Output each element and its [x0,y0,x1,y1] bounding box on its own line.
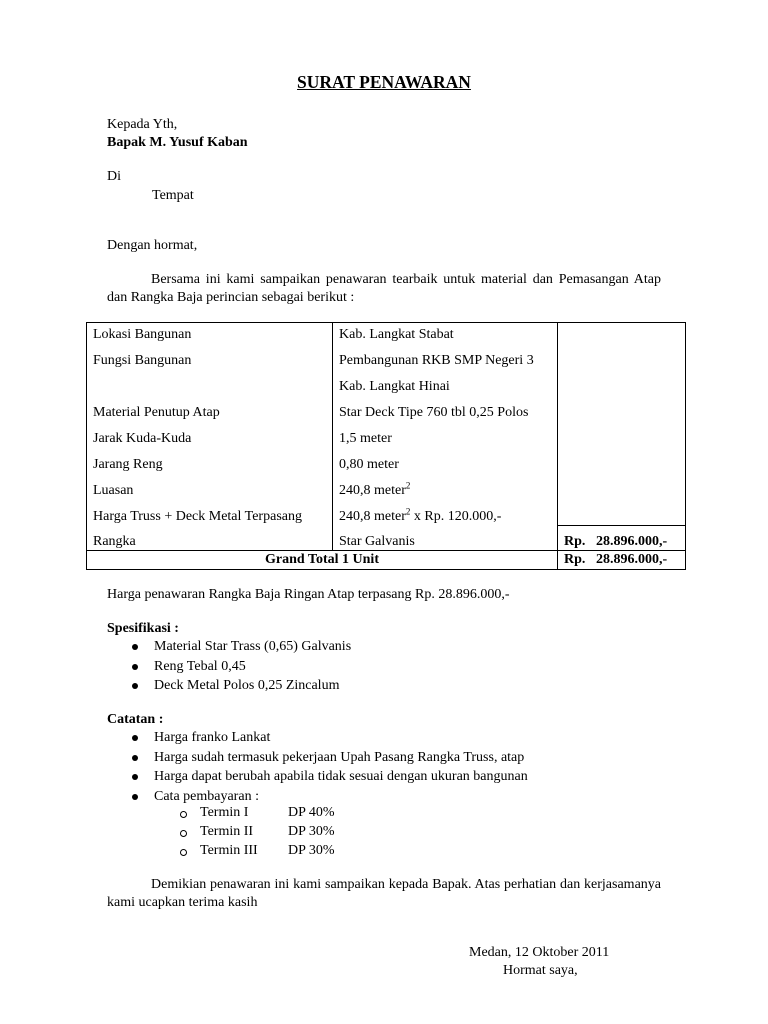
table-row-rangka [87,526,686,551]
intro-text: Bersama ini kami sampaikan penawaran tearbaik untuk material dan Pemasangan Atap dan Rangka Baja perincian sebagai berikut : [107,272,661,305]
currency-label: Rp. [564,533,586,549]
row-price [558,421,686,447]
list-item [130,729,528,749]
spesifikasi-list [130,638,351,697]
termin-item [179,823,335,842]
table-row [87,447,686,473]
area-exponent: 2 [405,479,411,490]
place-date: Medan, 12 Oktober 2011 [469,945,610,960]
di-label: Di [107,169,121,184]
intro-paragraph [107,271,661,306]
termin-name: Termin I [200,805,249,820]
amount-value: 28.896.000,- [596,552,668,567]
list-item-text: Deck Metal Polos 0,25 Zincalum [154,678,340,693]
bullet-icon [132,755,138,761]
list-item-text: Harga franko Lankat [154,730,271,745]
row-label: Fungsi Bangunan [87,343,333,369]
to-label: Kepada Yth, [107,117,178,132]
rangka-price [558,526,686,551]
row-price [558,447,686,473]
row-price [558,369,686,395]
table-row [87,343,686,369]
catatan-list [130,729,528,807]
row-label: Material Penutup Atap [87,395,333,421]
list-item-text: Harga dapat berubah apabila tidak sesuai dengan ukuran bangunan [154,769,528,784]
bullet-icon [132,644,138,650]
greeting: Dengan hormat, [107,238,198,253]
row-label: Jarang Reng [87,447,333,473]
row-label: Harga Truss + Deck Metal Terpasang [87,499,333,526]
row-price [558,343,686,369]
circle-bullet-icon [180,830,187,837]
row-value: Star Deck Tipe 760 tbl 0,25 Polos [333,395,558,421]
grand-total-price [558,551,686,570]
offer-table [86,322,686,570]
row-value [333,473,558,499]
row-label [87,369,333,395]
table-row [87,395,686,421]
row-price [558,499,686,526]
list-item-text: Harga sudah termasuk pekerjaan Upah Pasang Rangka Truss, atap [154,749,525,765]
termin-dp: DP 30% [288,824,335,839]
table-row [87,421,686,447]
list-item [130,677,351,697]
unit-price: x Rp. 120.000,- [410,509,502,524]
row-label: Luasan [87,473,333,499]
recipient-name: Bapak M. Yusuf Kaban [107,135,248,150]
bullet-icon [132,794,138,800]
termin-dp: DP 30% [288,843,335,858]
list-item [130,749,528,769]
table-row [87,499,686,526]
circle-bullet-icon [180,811,187,818]
list-item [130,638,351,658]
row-value: Pembangunan RKB SMP Negeri 3 [333,343,558,369]
bullet-icon [132,683,138,689]
tempat-label: Tempat [152,188,194,203]
list-item-text: Reng Tebal 0,45 [154,658,246,674]
termin-item [179,842,335,861]
closing-regards: Hormat saya, [503,963,578,978]
grand-total-row [87,551,686,570]
row-price [558,323,686,344]
termin-dp: DP 40% [288,805,335,820]
currency-label: Rp. [564,552,586,567]
row-value: 1,5 meter [333,421,558,447]
row-price [558,395,686,421]
row-label: Lokasi Bangunan [87,323,333,344]
bullet-icon [132,774,138,780]
row-label: Jarak Kuda-Kuda [87,421,333,447]
closing-text: Demikian penawaran ini kami sampaikan kepada Bapak. Atas perhatian dan kerjasamanya kami ucapkan terima kasih [107,877,661,910]
closing-paragraph [107,876,661,911]
bullet-icon [132,664,138,670]
table-row [87,369,686,395]
termin-name: Termin II [200,824,254,839]
bullet-icon [132,735,138,741]
row-value: 0,80 meter [333,447,558,473]
letter-title: SURAT PENAWARAN [297,72,471,92]
table-row [87,323,686,344]
list-item-text: Cata pembayaran : [154,788,259,804]
grand-total-label: Grand Total 1 Unit [87,551,558,570]
termin-item [179,804,335,823]
termin-list [179,804,335,861]
list-item [130,768,528,788]
circle-bullet-icon [180,849,187,856]
list-item-text: Material Star Trass (0,65) Galvanis [154,639,352,654]
catatan-heading: Catatan : [107,712,164,727]
area-exponent: 2 [405,506,411,517]
row-price [558,473,686,499]
area-value: 240,8 meter [339,509,406,524]
amount-value: 28.896.000,- [596,533,668,549]
termin-name: Termin III [200,843,258,858]
table-row [87,473,686,499]
row-value: Star Galvanis [333,526,558,551]
row-label: Rangka [87,526,333,551]
row-value: Kab. Langkat Stabat [333,323,558,344]
price-line: Harga penawaran Rangka Baja Ringan Atap terpasang Rp. 28.896.000,- [107,587,510,602]
row-value: Kab. Langkat Hinai [333,369,558,395]
area-value: 240,8 meter [339,482,406,498]
row-value [333,499,558,526]
list-item [130,658,351,678]
spesifikasi-heading: Spesifikasi : [107,621,179,636]
